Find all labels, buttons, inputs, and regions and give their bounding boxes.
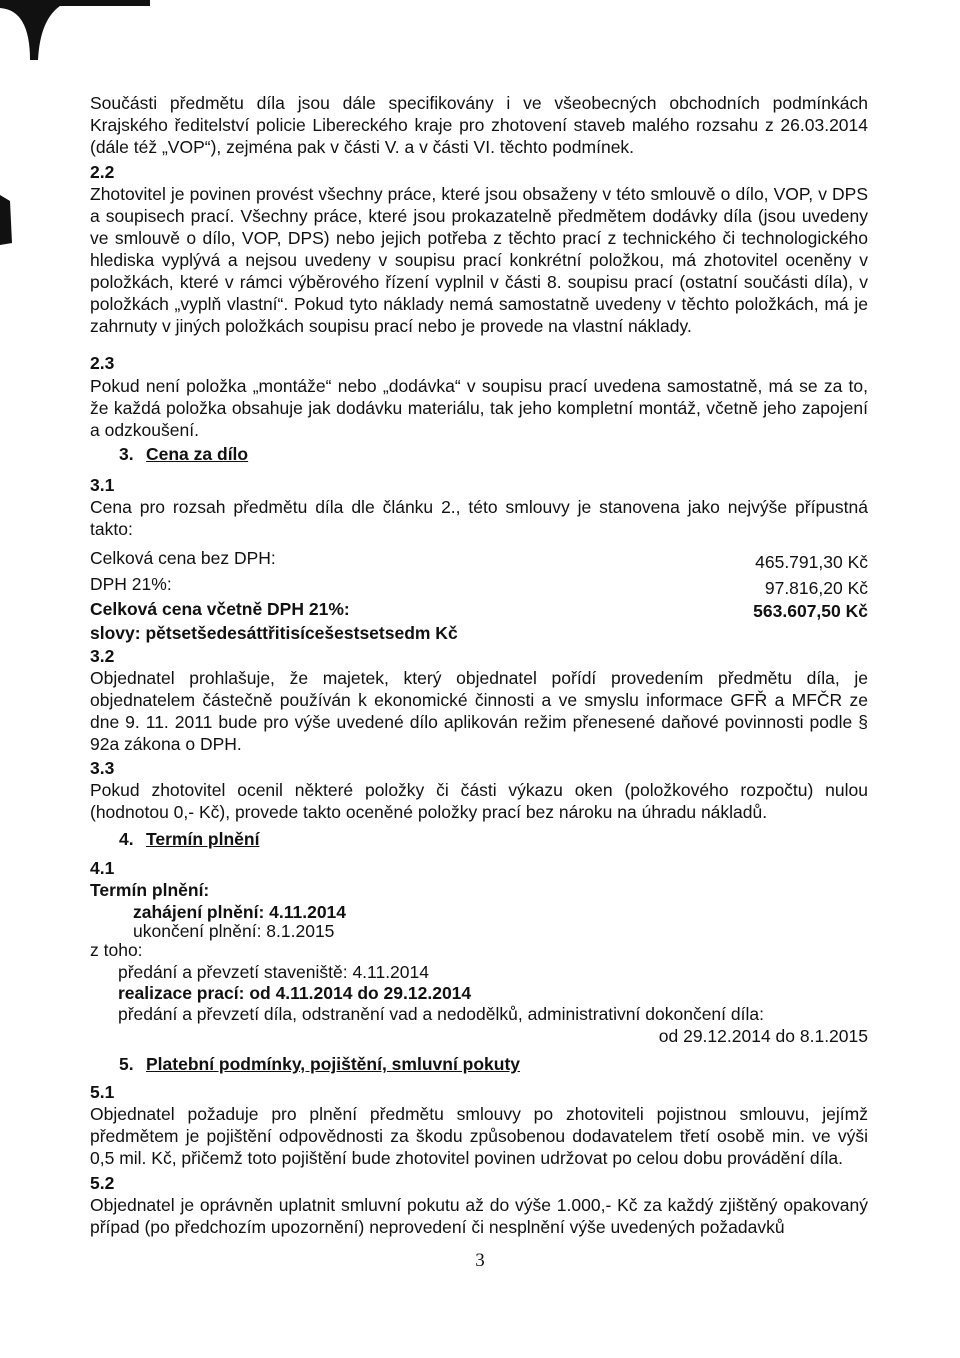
section-2-3-text: Pokud není položka „montáže“ nebo „dodávka“ v soupisu prací uvedena samostatně, má se za to, že každá položka obsahuje jak dodávku materiálu, tak jeho kompletní montáž, včetně jeho zapojení a odzkoušení. xyxy=(90,376,868,440)
section-2-3-number: 2.3 xyxy=(90,353,115,373)
schedule-work-takeover: předání a převzetí díla, odstranění vad a nedodělků, administrativní dokončení díla: xyxy=(118,1004,764,1024)
section-4-1-number: 4.1 xyxy=(90,858,115,878)
schedule-of-which: z toho: xyxy=(90,940,143,960)
section-2-2-number: 2.2 xyxy=(90,162,115,182)
section-5-2-number: 5.2 xyxy=(90,1173,115,1193)
price-value-net: 465.791,30 Kč xyxy=(755,552,868,572)
price-label-total: Celková cena včetně DPH 21%: xyxy=(90,599,350,619)
price-value-total: 563.607,50 Kč xyxy=(753,601,868,621)
price-value-vat: 97.816,20 Kč xyxy=(764,578,868,598)
schedule-heading: Termín plnění: xyxy=(90,880,210,900)
schedule-start: zahájení plnění: 4.11.2014 xyxy=(133,902,347,922)
section-3-number: 3. xyxy=(119,444,134,464)
section-5-number: 5. xyxy=(119,1054,134,1074)
section-3-1-number: 3.1 xyxy=(90,475,115,495)
section-5-1-number: 5.1 xyxy=(90,1082,115,1102)
section-3-1-text: Cena pro rozsah předmětu díla dle článku 2., této smlouvy je stanovena jako nejvýše přípustná takto: xyxy=(90,497,868,539)
section-4-title: Termín plnění xyxy=(146,829,260,849)
section-5-1-text: Objednatel požaduje pro plnění předmětu smlouvy po zhotoviteli pojistnou smlouvu, jejímž předmětem je pojištění odpovědnosti za škodu způsobenou dodavatelem třetí osobě min. ve výši 0,5 mil. Kč, přičemž toto pojištění bude zhotovitel povinen udržovat po celou dobu provádění díla. xyxy=(90,1104,868,1168)
price-in-words: slovy: pětsetšedesáttřitisícešestsetsedm Kč xyxy=(90,623,458,643)
schedule-site-handover: předání a převzetí staveniště: 4.11.2014 xyxy=(118,962,429,982)
section-4-heading xyxy=(119,828,259,850)
page-number: 3 xyxy=(475,1250,485,1271)
scan-edge-mark xyxy=(0,195,16,245)
scan-corner-artifact xyxy=(0,0,200,70)
schedule-takeover-date: od 29.12.2014 do 8.1.2015 xyxy=(658,1026,868,1046)
section-3-title: Cena za dílo xyxy=(146,444,249,464)
section-3-3-number: 3.3 xyxy=(90,758,115,778)
section-3-3-text: Pokud zhotovitel ocenil některé položky či části výkazu oken (položkového rozpočtu) nulou (hodnotou 0,- Kč), provede takto oceněné položky prací bez nároku na úhradu nákladů. xyxy=(90,780,868,822)
section-2-2-text: Zhotovitel je povinen provést všechny práce, které jsou obsaženy v této smlouvě o dílo, VOP, v DPS a soupisech prací. Všechny práce, které jsou prokazatelně předmětem dodávky díla (jsou uvedeny ve smlouvě o dílo, VOP, DPS) nebo jejich potřeba z těchto prací z technického či technologického hlediska vyplývá a nejsou uvedeny v soupisu prací konkrétní položkou, má zhotovitel oceněny v položkách, které v rámci výběrového řízení vyplnil v části 8. soupisu prací (ostatní součásti díla), v položkách „vyplň vlastní“. Pokud tyto náklady nemá samostatně uvedeny v těchto položkách, má je zahrnuty v jiných položkách soupisu prací nebo je provede na vlastní náklady. xyxy=(90,184,868,336)
section-5-heading xyxy=(119,1053,520,1075)
price-label-vat: DPH 21%: xyxy=(90,574,172,594)
schedule-realization: realizace prací: od 4.11.2014 do 29.12.2014 xyxy=(118,983,472,1003)
section-3-2-text: Objednatel prohlašuje, že majetek, který objednatel pořídí provedením předmětu díla, je objednatelem částečně používán k ekonomické činnosti a ve smyslu informace GFŘ a MFČR ze dne 9. 11. 2011 bude pro výše uvedené dílo aplikován režim přenesené daňové povinnosti podle § 92a zákona o DPH. xyxy=(90,668,868,754)
section-3-2-number: 3.2 xyxy=(90,646,115,666)
section-3-heading xyxy=(119,443,248,465)
schedule-end: ukončení plnění: 8.1.2015 xyxy=(133,921,335,941)
intro-paragraph: Součásti předmětu díla jsou dále specifikovány i ve všeobecných obchodních podmínkách Krajského ředitelství policie Libereckého kraje pro zhotovení staveb malého rozsahu z 26.03.2014 (dále též „VOP“), zejména pak v části V. a v části VI. těchto podmínek. xyxy=(90,93,868,157)
section-5-2-text: Objednatel je oprávněn uplatnit smluvní pokutu až do výše 1.000,- Kč za každý zjištěný opakovaný případ (po předchozím upozornění) neprovedení či nesplnění výše uvedených požadavků xyxy=(90,1195,868,1237)
price-label-net: Celková cena bez DPH: xyxy=(90,548,276,568)
section-5-title: Platební podmínky, pojištění, smluvní pokuty xyxy=(146,1054,521,1074)
section-4-number: 4. xyxy=(119,829,134,849)
